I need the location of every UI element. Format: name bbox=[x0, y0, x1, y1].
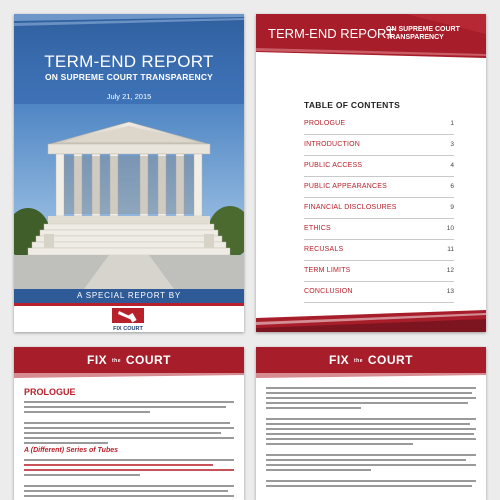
wordmark-fix: FIX bbox=[86, 353, 108, 367]
toc-entry-page: 11 bbox=[447, 246, 454, 253]
toc-entry-label: RECUSALS bbox=[304, 246, 344, 253]
cover-subtitle: ON SUPREME COURT TRANSPARENCY bbox=[44, 72, 214, 82]
toc-entry-label: ETHICS bbox=[304, 225, 331, 232]
fix-the-court-logo bbox=[110, 308, 146, 332]
special-report-label: A SPECIAL REPORT BY bbox=[77, 291, 181, 300]
toc-entry-label: PROLOGUE bbox=[304, 120, 346, 127]
toc-entry-label: PUBLIC ACCESS bbox=[304, 162, 363, 169]
toc-entry-introduction[interactable] bbox=[304, 135, 454, 156]
toc-entry-page: 3 bbox=[450, 141, 454, 148]
cover-stripes bbox=[14, 14, 244, 28]
body-text-block bbox=[24, 401, 234, 447]
toc-entry-label: PUBLIC APPEARANCES bbox=[304, 183, 387, 190]
toc-list bbox=[304, 114, 454, 303]
wordmark-court: COURT bbox=[367, 353, 414, 367]
toc-entry-label: TERM LIMITS bbox=[304, 267, 351, 274]
body-text-block-2 bbox=[24, 459, 234, 500]
toc-entry-recusals[interactable] bbox=[304, 240, 454, 261]
toc-entry-page: 1 bbox=[450, 120, 454, 127]
toc-entry-page: 4 bbox=[450, 162, 454, 169]
svg-text:FIX COURT: FIX COURT bbox=[113, 326, 143, 332]
cover-page bbox=[14, 14, 244, 332]
section-title: PROLOGUE bbox=[24, 387, 76, 397]
wordmark-court: COURT bbox=[125, 353, 172, 367]
toc-entry-page: 6 bbox=[450, 183, 454, 190]
fix-the-court-wordmark bbox=[256, 353, 486, 367]
toc-heading: TABLE OF CONTENTS bbox=[304, 100, 401, 110]
toc-entry-page: 12 bbox=[446, 267, 454, 274]
toc-footer-stripes bbox=[256, 308, 486, 332]
toc-entry-label: INTRODUCTION bbox=[304, 141, 361, 148]
cover-date: July 21, 2015 bbox=[106, 92, 152, 101]
prologue-page bbox=[14, 347, 244, 500]
table-of-contents-page bbox=[256, 14, 486, 332]
toc-report-title: TERM-END REPORT bbox=[268, 26, 395, 41]
red-accent-line bbox=[14, 303, 244, 306]
toc-entry-page: 10 bbox=[446, 225, 454, 232]
toc-entry-label: FINANCIAL DISCLOSURES bbox=[304, 204, 397, 211]
toc-entry-label: CONCLUSION bbox=[304, 288, 353, 295]
toc-entry-term-limits[interactable] bbox=[304, 261, 454, 282]
toc-entry-prologue[interactable] bbox=[304, 114, 454, 135]
toc-entry-page: 9 bbox=[450, 204, 454, 211]
header-stripes bbox=[256, 373, 486, 381]
wordmark-the: the bbox=[354, 357, 363, 364]
wordmark-fix: FIX bbox=[328, 353, 350, 367]
wordmark-the: the bbox=[112, 357, 121, 364]
toc-entry-public-access[interactable] bbox=[304, 156, 454, 177]
toc-report-subtitle: ON SUPREME COURT TRANSPARENCY bbox=[386, 26, 460, 41]
toc-entry-conclusion[interactable] bbox=[304, 282, 454, 303]
header-stripes bbox=[14, 373, 244, 381]
toc-entry-page: 13 bbox=[446, 288, 454, 295]
toc-entry-ethics[interactable] bbox=[304, 219, 454, 240]
body-text-block bbox=[266, 387, 476, 490]
toc-entry-financial-disclosures[interactable] bbox=[304, 198, 454, 219]
fix-the-court-wordmark bbox=[14, 353, 244, 367]
subsection-title: A (Different) Series of Tubes bbox=[24, 447, 119, 454]
toc-entry-public-appearances[interactable] bbox=[304, 177, 454, 198]
supreme-court-building-image bbox=[14, 104, 244, 289]
continued-page bbox=[256, 347, 486, 500]
cover-title: TERM-END REPORT bbox=[44, 52, 214, 71]
